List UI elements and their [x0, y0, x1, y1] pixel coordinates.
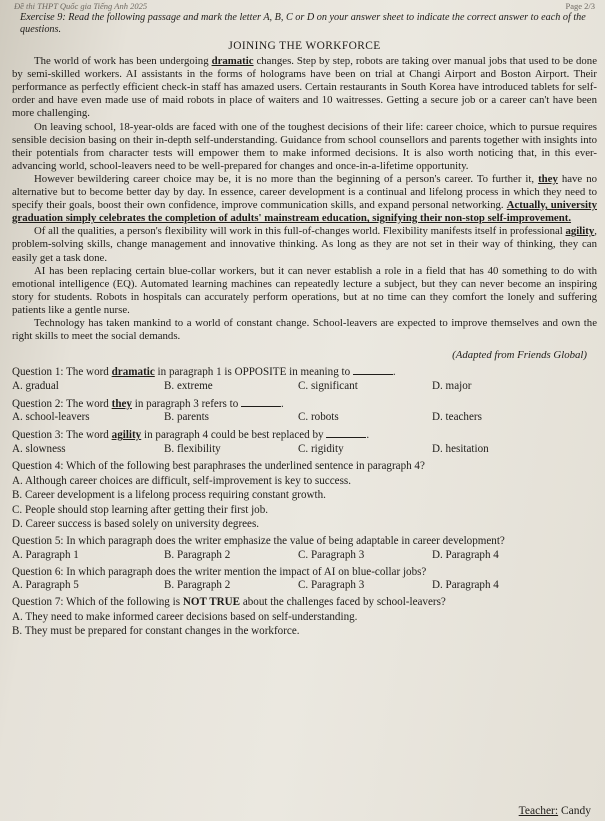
paragraph-1: The world of work has been undergoing dramatic changes. Step by step, robots are taking over manual jobs that used to be done by semi-skilled workers. AI assistants in the forms of holograms have been on trial at Changi Airport and Boston Airport. Their performance as perfectly efficient check-in staff has amazed users. Certain restaurants in South Korea have introduced tablets for self-order and have even made use of maid robots in place of waiters and 10 waitresses. Getting a secure job or a career can't have been more challenging.	[12, 55, 597, 120]
exercise-instruction: Exercise 9: Read the following passage and mark the letter A, B, C or D on your answer sheet to indicate the correct answer to each of the questions.	[20, 12, 586, 35]
option-d[interactable]: D. teachers	[432, 411, 482, 424]
question-3	[12, 428, 597, 457]
option-c[interactable]: C. People should stop learning after getting their first job.	[12, 503, 269, 516]
option-b[interactable]: B. They must be prepared for constant changes in the workforce.	[12, 625, 300, 638]
question-3-options	[12, 443, 597, 457]
paragraph-5: AI has been replacing certain blue-collar workers, but it can never establish a role in a field that has 40 something to do with emotional intelligence (EQ). Automated learning machines can repeatedly lecture a subject, but they can never become an inspiring story for students. Robots in hospitals can accurately perform operations, but at no time can they comfort the lonely and suffering patients like a gentle nurse.	[12, 264, 597, 316]
option-a[interactable]: A. slowness	[12, 443, 66, 456]
passage-source: (Adapted from Friends Global)	[452, 349, 587, 362]
answer-blank	[353, 365, 393, 375]
page-number: Page 2/3	[565, 1, 595, 11]
question-2-options	[12, 411, 597, 425]
question-5-options	[12, 549, 597, 563]
question-6	[12, 566, 597, 594]
teacher-signature	[519, 805, 591, 817]
option-d[interactable]: D. Career success is based solely on university degrees.	[12, 518, 260, 531]
question-1-options	[12, 380, 597, 394]
option-c[interactable]: C. Paragraph 3	[298, 548, 365, 561]
keyword-they: they	[538, 172, 558, 185]
question-6-options	[12, 579, 597, 593]
option-a[interactable]: A. gradual	[12, 379, 59, 392]
option-c[interactable]: C. Paragraph 3	[298, 579, 365, 592]
option-a[interactable]: A. Although career choices are difficult, self-improvement is key to success.	[12, 474, 351, 487]
answer-blank	[241, 397, 281, 407]
paragraph-3: However bewildering career choice may be, it is no more than the beginning of a person's career. To further it, they have no alternative but to become better day by day. In essence, career development is a continual and lifelong process in which they need to specify their goals, boost their own confidence, improve communication skills, and expand personal networking. Actually, university graduation simply celebrates the completion of adults' mainstream education, signifying their non-stop self-improvement.	[12, 172, 597, 225]
teacher-label: Teacher:	[518, 805, 559, 817]
paragraph-4: Of all the qualities, a person's flexibility will work in this full-of-changes world. Flexibility manifests itself in professional agility, problem-solving skills, change management and innovative thinking. As long as they are not set in their way of thinking, they can easily get a task done.	[12, 225, 597, 264]
question-2	[12, 397, 597, 426]
passage-title: JOINING THE WORKFORCE	[228, 40, 381, 52]
question-1	[12, 365, 597, 394]
question-5-stem: Question 5: In which paragraph does the writer emphasize the value of being adaptable in career development?	[12, 535, 505, 547]
option-d[interactable]: D. Paragraph 4	[432, 548, 499, 561]
underlined-sentence: Actually, university graduation simply celebrates the completion of adults' mainstream education, signifying their non-stop self-improvement.	[12, 199, 597, 225]
paragraph-6: Technology has taken mankind to a world of constant change. School-leavers are expected to improve themselves and own the right skills to meet the social demands.	[12, 316, 597, 343]
teacher-name: Candy	[560, 805, 591, 817]
option-a[interactable]: A. They need to make informed career decisions based on self-understanding.	[12, 610, 358, 623]
question-1-stem: Question 1: The word dramatic in paragraph 1 is OPPOSITE in meaning to .	[12, 366, 396, 379]
question-4	[12, 460, 597, 532]
keyword-dramatic: dramatic	[211, 55, 254, 68]
option-a[interactable]: A. school-leavers	[12, 411, 90, 424]
worksheet-content	[12, 12, 597, 639]
question-5	[12, 535, 597, 563]
option-b[interactable]: B. Paragraph 2	[164, 579, 231, 592]
option-b[interactable]: B. Paragraph 2	[164, 548, 231, 561]
question-7-stem: Question 7: Which of the following is NOT TRUE about the challenges faced by school-leavers?	[12, 596, 446, 609]
question-2-stem: Question 2: The word they in paragraph 3 refers to .	[12, 397, 284, 410]
answer-blank	[326, 428, 366, 438]
question-4-stem: Question 4: Which of the following best paraphrases the underlined sentence in paragraph 4?	[12, 460, 425, 473]
option-c[interactable]: C. rigidity	[298, 443, 344, 456]
question-3-stem: Question 3: The word agility in paragraph 4 could be best replaced by .	[12, 429, 370, 442]
paragraph-2: On leaving school, 18-year-olds are faced with one of the toughest decisions of their life: career choice, which to pursue requires sensible decision basing on their in-depth self-understanding. Guidance from school counsellors and parents together with insights into their potentials from character tests will empower them to make informed decisions. It is also worth noticing that, in this ever-advancing world, school-leavers need to be well-prepared for changes and once-in-a-lifetime opportunity.	[12, 120, 597, 172]
question-7	[12, 596, 597, 639]
option-b[interactable]: B. extreme	[164, 379, 213, 392]
option-c[interactable]: C. robots	[298, 411, 339, 424]
option-d[interactable]: D. major	[432, 379, 472, 392]
question-6-stem: Question 6: In which paragraph does the writer mention the impact of AI on blue-collar jobs?	[12, 565, 427, 578]
option-b[interactable]: B. flexibility	[164, 443, 221, 456]
header-source: Đề thi THPT Quốc gia Tiếng Anh 2025	[14, 1, 148, 11]
option-a[interactable]: A. Paragraph 5	[12, 579, 79, 592]
keyword-agility: agility	[565, 225, 595, 238]
option-d[interactable]: D. hesitation	[432, 443, 489, 456]
option-a[interactable]: A. Paragraph 1	[12, 548, 79, 561]
option-c[interactable]: C. significant	[298, 379, 358, 392]
option-b[interactable]: B. Career development is a lifelong process requiring constant growth.	[12, 489, 326, 502]
option-b[interactable]: B. parents	[164, 411, 209, 424]
option-d[interactable]: D. Paragraph 4	[432, 579, 499, 592]
reading-passage	[12, 55, 597, 343]
